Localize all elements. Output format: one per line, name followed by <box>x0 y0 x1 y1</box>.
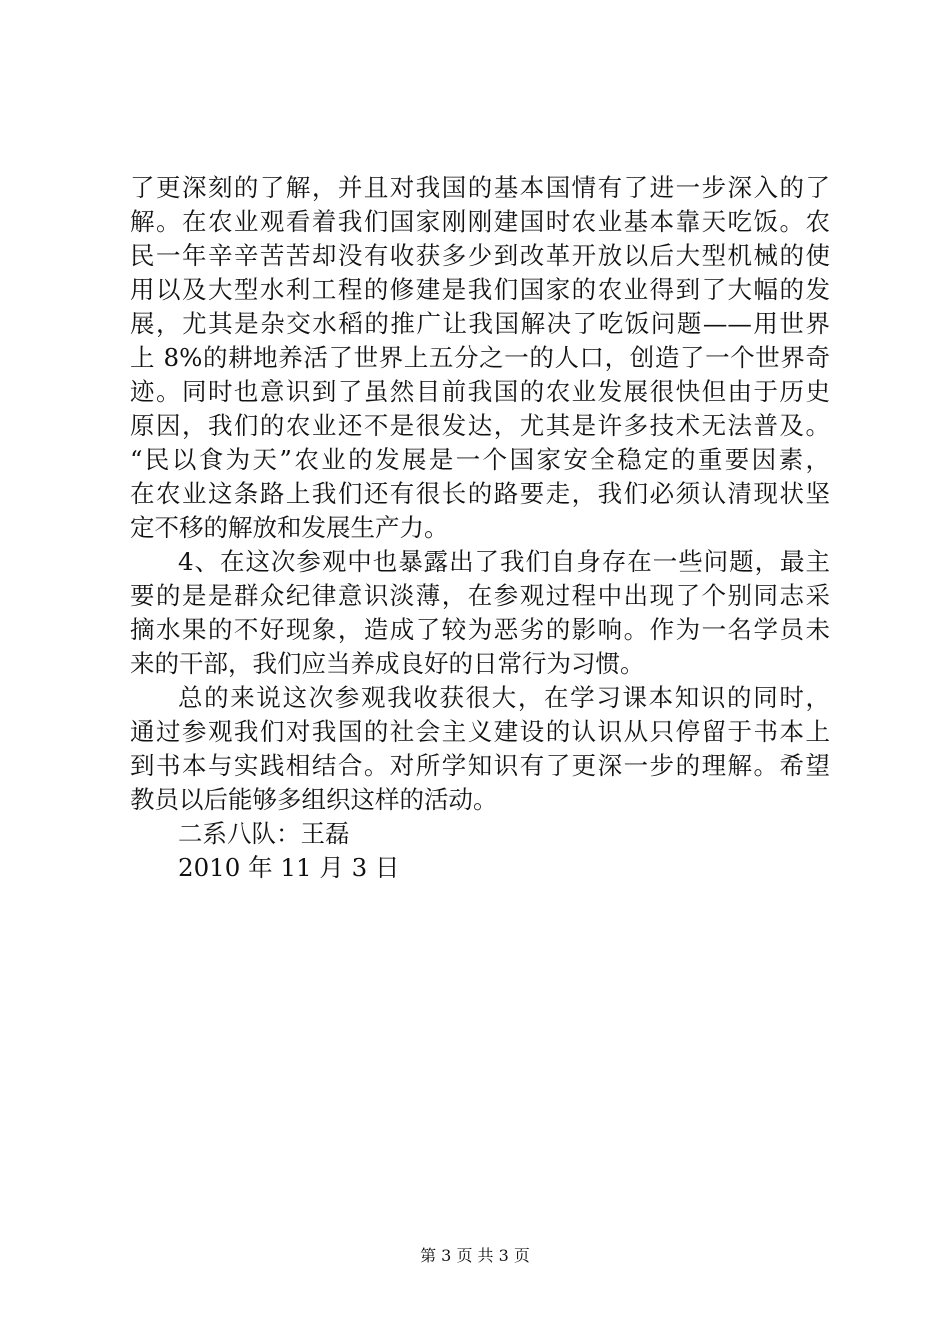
paragraph-line: 用以及大型水利工程的修建是我们国家的农业得到了大幅的发 <box>130 275 830 304</box>
paragraph-line: 迹。同时也意识到了虽然目前我国的农业发展很快但由于历史 <box>130 377 830 406</box>
signature-date: 2010 年 11 月 3 日 <box>178 853 400 882</box>
paragraph-line: 通过参观我们对我国的社会主义建设的认识从只停留于书本上 <box>130 717 830 746</box>
signature-unit: 二系八队：王磊 <box>178 819 350 848</box>
paragraph-line: 总的来说这次参观我收获很大，在学习课本知识的同时， <box>178 683 830 712</box>
paragraph-line: 上 8%的耕地养活了世界上五分之一的人口，创造了一个世界奇 <box>130 343 830 372</box>
page-number-footer: 第 3 页 共 3 页 <box>420 1246 530 1265</box>
paragraph-line: 展，尤其是杂交水稻的推广让我国解决了吃饭问题——用世界 <box>130 309 830 338</box>
paragraph-line: 了更深刻的了解，并且对我国的基本国情有了进一步深入的了 <box>130 173 830 202</box>
paragraph-line: 原因，我们的农业还不是很发达，尤其是许多技术无法普及。 <box>130 411 830 440</box>
paragraph-line: 要的是是群众纪律意识淡薄，在参观过程中出现了个别同志采 <box>130 581 830 610</box>
paragraph-line: 来的干部，我们应当养成良好的日常行为习惯。 <box>130 649 645 678</box>
paragraph-line: 民一年辛辛苦苦却没有收获多少到改革开放以后大型机械的使 <box>130 241 830 270</box>
paragraph-line: 在农业这条路上我们还有很长的路要走，我们必须认清现状坚 <box>130 479 830 508</box>
paragraph-line: 解。在农业观看着我们国家刚刚建国时农业基本靠天吃饭。农 <box>130 207 830 236</box>
paragraph-line: 定不移的解放和发展生产力。 <box>130 513 449 542</box>
paragraph-line: 教员以后能够多组织这样的活动。 <box>130 785 498 814</box>
paragraph-line: “民以食为天”农业的发展是一个国家安全稳定的重要因素， <box>130 445 830 474</box>
paragraph-line: 4、在这次参观中也暴露出了我们自身存在一些问题，最主 <box>178 547 830 576</box>
paragraph-line: 到书本与实践相结合。对所学知识有了更深一步的理解。希望 <box>130 751 830 780</box>
paragraph-line: 摘水果的不好现象，造成了较为恶劣的影响。作为一名学员未 <box>130 615 830 644</box>
